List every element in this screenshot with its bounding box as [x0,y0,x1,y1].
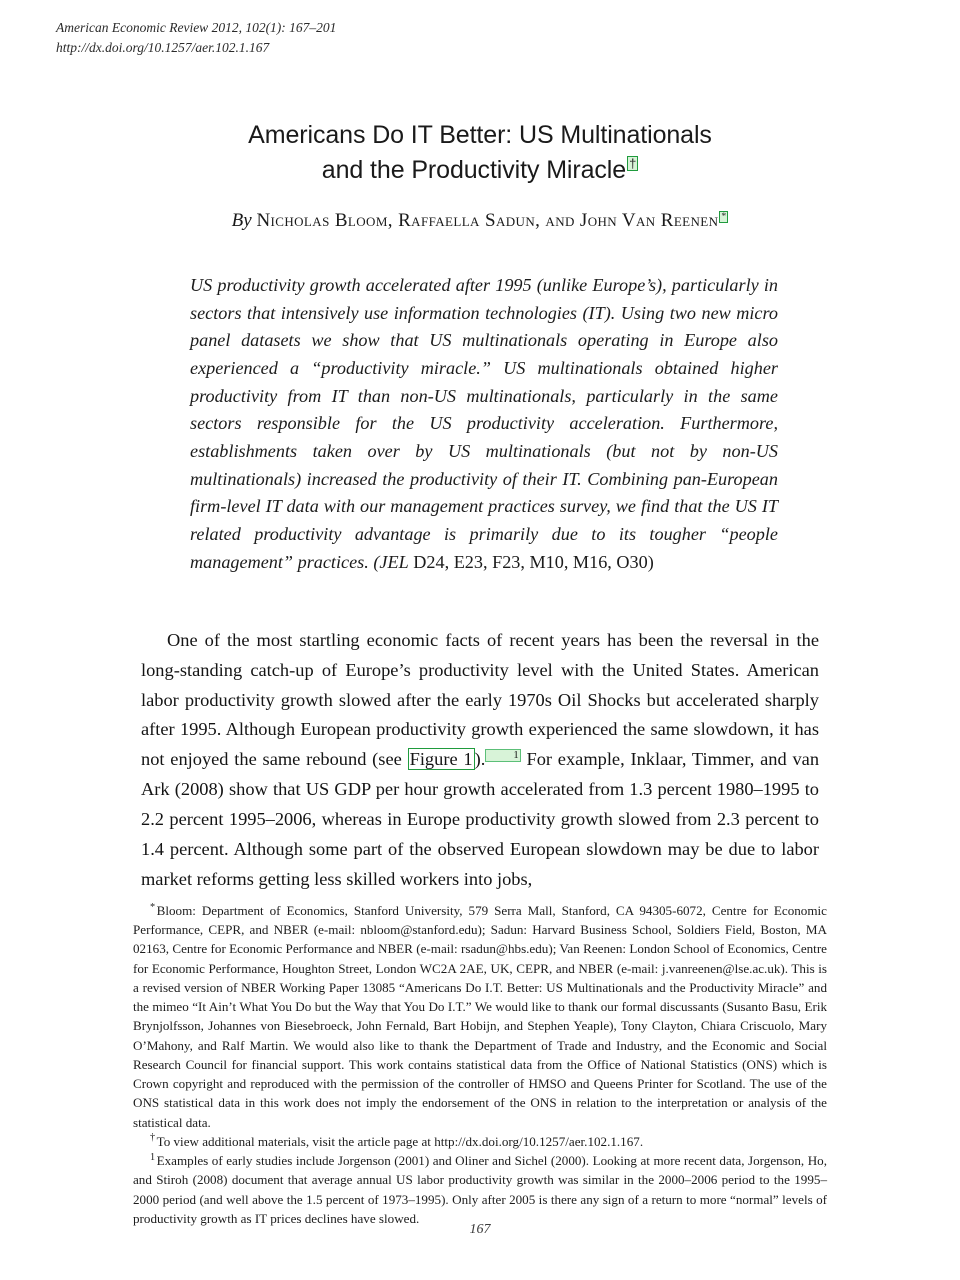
footnote-dagger-text: To view additional materials, visit the article page at http://dx.doi.org/10.1257/aer.102.1.167. [156,1133,644,1149]
footnote-dagger-marker: † [150,1132,156,1144]
page-number: 167 [469,1222,491,1237]
footnote-one [133,1151,827,1228]
body-footnote-marker-1[interactable]: 1 [485,749,520,762]
footnote-star [133,901,827,1132]
abstract-text: US productivity growth accelerated after 1995 (unlike Europe’s), particularly in sectors that intensively use information technologies (IT). Using two new micro panel datasets we show that US multinationals operating in Europe also experienced a “productivity miracle.” US multinationals obtained higher productivity from IT than non-US multinationals, particularly in the same sectors responsible for the US productivity acceleration. Furthermore, establishments taken over by US multinationals (but not by non-US multinationals) increased the productivity of their IT. Combining pan-European firm-level IT data with our management practices survey, we find that the US IT related productivity advantage is primarily due to its tougher “people management” practices. ( [190,275,778,572]
body-paragraph-1-part-2: ). [474,749,486,770]
body-text [141,626,819,894]
title-line-2: and the Productivity Miracle [321,155,627,184]
figure-1-link[interactable]: Figure 1 [409,749,473,770]
author-names: Nicholas Bloom, Raffaella Sadun, and John Van Reenen [256,210,719,231]
footnote-star-text: Bloom: Department of Economics, Stanford University, 579 Serra Mall, Stanford, CA 94305-6072, Centre for Economic Performance, CEPR, and NBER (e-mail: nbloom@stanford.edu); Sadun: Harvard Business School, Soldiers Field, Boston, MA 02163, Centre for Economic Performance and NBER (e-mail: rsadun@hbs.edu); Van Reenen: London School of Economics, Centre for Economic Performance, Houghton Street, London WC2A 2AE, UK, CEPR, and NBER (e-mail: j.vanreenen@lse.ac.uk). This is a revised version of NBER Working Paper 13085 “Americans Do I.T. Better: US Multinationals and the Productivity Miracle” and the mimeo “It Ain’t What You Do but the Way that You Do I.T.” We would like to thank our formal discussants (Susanto Basu, Erik Brynjolfsson, Johannes von Biesebroeck, John Fernald, Bart Hobijn, and Stephen Yeaple), Tony Clayton, Chiara Criscuolo, Mary O’Mahony, and Ralf Martin. We would also like to thank the Department of Trade and Industry, and the Economic and Social Research Council for financial support. This work contains statistical data from the Office of National Statistics (ONS) which is Crown copyright and reproduced with the permission of the controller of HMSO and Queens Printer for Scotland. The use of the ONS statistical data in this work does not imply the endorsement of the ONS in relation to the interpretation or analysis of the statistical data. [133,903,827,1130]
journal-doi: http://dx.doi.org/10.1257/aer.102.1.167 [56,39,270,55]
running-head [56,18,576,57]
journal-citation: American Economic Review 2012, 102(1): 167–201 [56,20,337,35]
footnote-one-text: Examples of early studies include Jorgenson (2001) and Oliner and Sichel (2000). Looking at more recent data, Jorgenson, Ho, and Stiroh (2008) document that average annual US labor productivity growth was similar in the 2000–2006 period to the 1995–2000 period (and well above the 1.5 percent of 1973–1995). Only after 2005 is there any sign of a return to more “normal” levels of productivity growth as IT prices declines have slowed. [133,1153,827,1226]
body-paragraph-1 [141,626,819,894]
footnote-star-marker: * [150,901,156,913]
footnote-dagger [133,1132,827,1151]
author-byline-word: By [231,210,252,231]
title-line-1: Americans Do IT Better: US Multinationals [248,121,712,149]
body-paragraph-1-part-1: One of the most startling economic facts of recent years has been the reversal in the long-standing catch-up of Europe’s productivity level with the United States. American labor productivity growth slowed after the early 1970s Oil Shocks but accelerated sharply after 1995. Although European productivity growth experienced the same slowdown, it has not enjoyed the same rebound (see [141,630,819,770]
author-line [120,210,840,232]
title-footnote-marker[interactable]: † [629,156,637,172]
body-paragraph-1-part-3: For example, Inklaar, Timmer, and van Ark (2008) show that US GDP per hour growth accelerated from 1.3 percent 1980–1995 to 2.2 percent 1995–2006, whereas in Europe productivity growth slowed from 2.3 percent to 1.4 percent. Although some part of the observed European slowdown may be due to labor market reforms getting less skilled workers into jobs, [141,749,820,889]
abstract-jel-label: JEL [379,551,409,572]
author-footnote-marker[interactable]: * [721,210,727,222]
page-title [120,118,840,187]
title-line-2-wrapper [120,153,840,188]
abstract-jel-codes: D24, E23, F23, M10, M16, O30) [408,551,654,572]
footnote-one-marker: 1 [150,1151,156,1163]
abstract [190,272,778,576]
footnotes [133,901,827,1228]
